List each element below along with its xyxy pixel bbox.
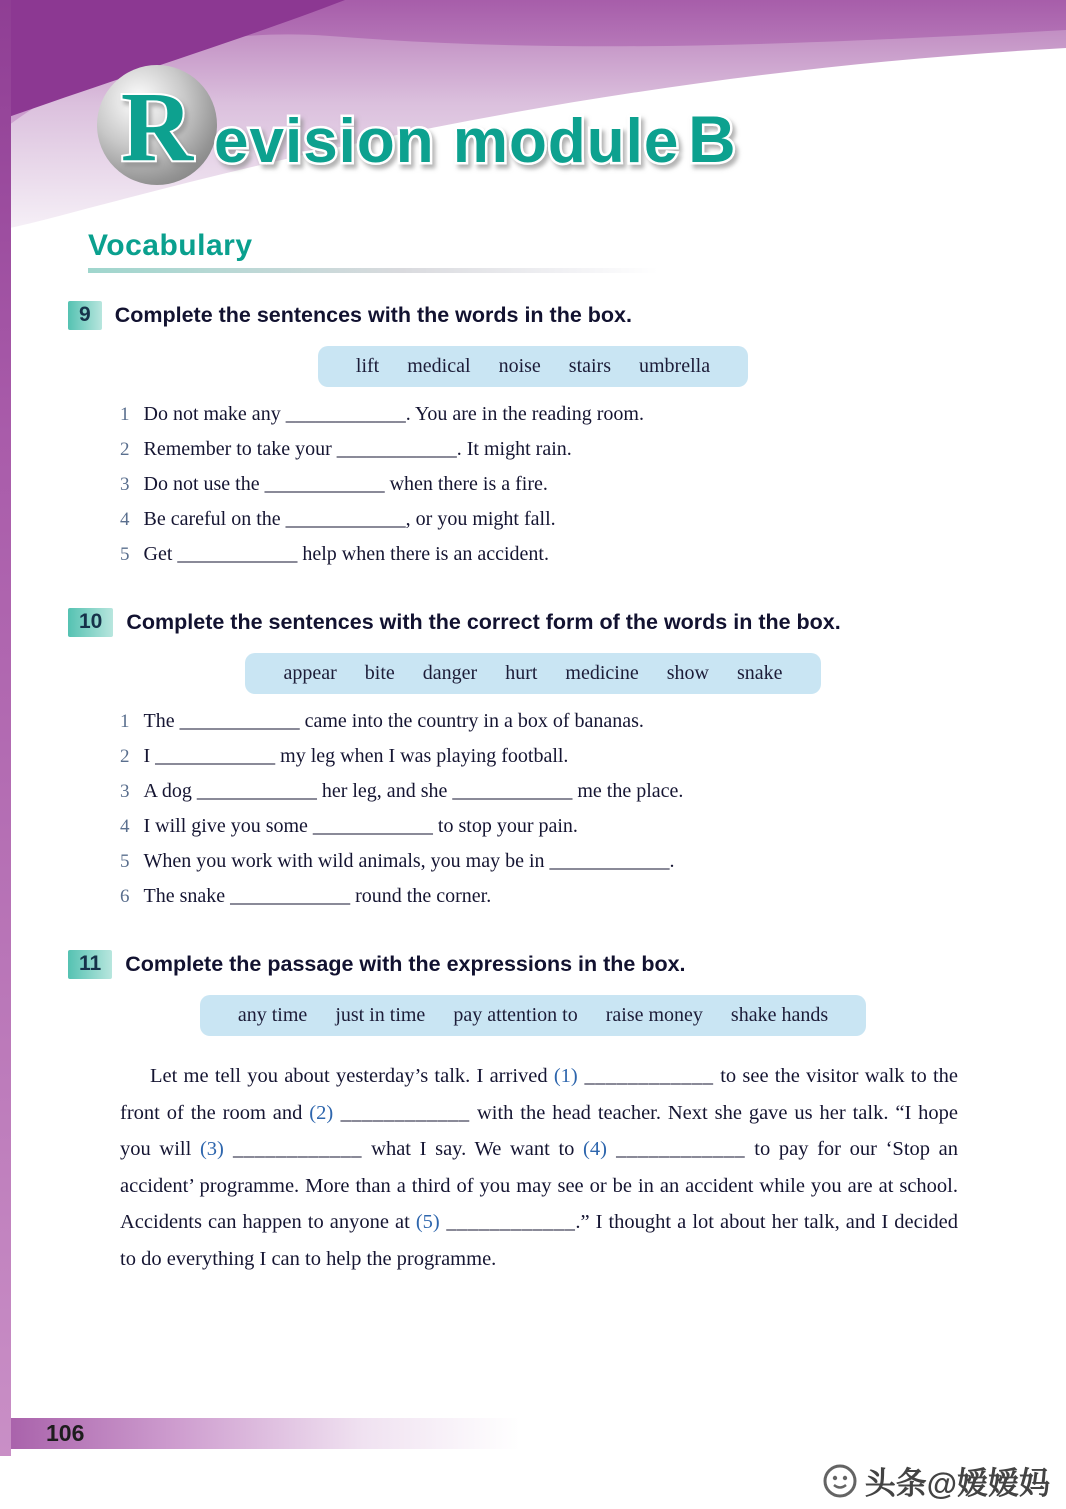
word-box-word: medicine	[565, 662, 639, 684]
word-box	[318, 346, 748, 387]
watermark	[822, 1458, 1050, 1503]
title-initial: R	[120, 71, 194, 182]
exercise-title: Complete the passage with the expressions in the box.	[125, 952, 686, 976]
exercise-number-badge: 11	[68, 950, 112, 979]
page-number: 106	[46, 1420, 85, 1446]
page-title-letter: B	[688, 102, 736, 176]
blank-number: (1)	[553, 1065, 578, 1087]
sentence-text: Get ____________ help when there is an accident.	[143, 543, 549, 565]
exercise-sentence	[120, 879, 1066, 914]
word-box-word: pay attention to	[453, 1004, 578, 1026]
exercise-sentence	[120, 704, 1066, 739]
word-box-word: medical	[407, 355, 471, 377]
word-box-word: hurt	[505, 662, 538, 684]
passage-text: to see the visitor walk to the front of the room and	[120, 1065, 958, 1124]
sentence-text: I will give you some ____________ to stop your pain.	[143, 815, 578, 837]
exercise-sentence	[120, 397, 1066, 432]
passage-text: .” I thought a lot about her talk, and I decided to do everything I can to help the programme.	[120, 1211, 959, 1270]
exercise-11	[0, 950, 1066, 1277]
passage-text: Let me tell you about yesterday’s talk. I arrived	[150, 1065, 554, 1087]
passage-text: what I say. We want to	[371, 1138, 584, 1160]
sentence-number: 4	[120, 509, 130, 530]
exercise-sentence	[120, 502, 1066, 537]
word-box-word: bite	[364, 662, 395, 684]
sentence-number: 3	[120, 781, 130, 802]
exercise-number-badge: 9	[68, 301, 102, 330]
blank-line: ____________	[333, 1101, 477, 1124]
word-box-word: shake hands	[730, 1004, 829, 1026]
exercise-title: Complete the sentences with the correct form of the words in the box.	[126, 610, 841, 634]
word-box-word: umbrella	[639, 355, 711, 377]
footer-bar	[0, 1418, 520, 1449]
section-underline	[88, 268, 658, 273]
blank-number: (4)	[583, 1138, 607, 1160]
sentence-text: Remember to take your ____________. It might rain.	[143, 438, 572, 460]
word-box-word: raise money	[605, 1004, 703, 1026]
sentence-number: 2	[120, 439, 130, 460]
exercise-sentence	[120, 739, 1066, 774]
blank-number: (5)	[415, 1211, 440, 1233]
sentence-text: Do not use the ____________ when there is a fire.	[143, 473, 548, 495]
sentence-number: 3	[120, 474, 130, 495]
sentence-text: A dog ____________ her leg, and she ____________ me the place.	[143, 780, 684, 802]
sentence-number: 1	[120, 404, 130, 425]
exercise-title: Complete the sentences with the words in the box.	[114, 303, 632, 327]
exercise-sentence	[120, 467, 1066, 502]
exercise-number-badge: 10	[68, 608, 113, 637]
watermark-logo-icon	[822, 1463, 858, 1499]
word-box-word: any time	[237, 1004, 308, 1026]
blank-number: (3)	[199, 1138, 224, 1160]
sentence-text: I ____________ my leg when I was playing football.	[143, 745, 569, 767]
sentence-text: The snake ____________ round the corner.	[143, 885, 492, 907]
blank-line: ____________	[223, 1138, 372, 1160]
passage-text: to pay for our ‘Stop an accident’ programme. More than a third of you may see or be in an accident while you are at school. Accidents can happen to anyone at	[120, 1138, 959, 1233]
word-box-word: snake	[736, 662, 783, 684]
sentence-text: Be careful on the ____________, or you might fall.	[143, 508, 556, 530]
passage	[120, 1058, 958, 1277]
word-box-word: noise	[498, 355, 541, 377]
word-box	[245, 653, 820, 694]
blank-line: ____________	[577, 1065, 721, 1087]
page-title: evision module	[214, 107, 680, 176]
sentence-number: 5	[120, 851, 130, 872]
word-box-word: danger	[422, 662, 478, 684]
sentence-number: 2	[120, 746, 130, 767]
word-box-word: appear	[283, 662, 337, 684]
sentence-number: 1	[120, 711, 130, 732]
blank-line: ____________	[606, 1138, 755, 1160]
word-box-word: stairs	[568, 355, 611, 377]
word-box-word: just in time	[335, 1004, 426, 1026]
sentence-number: 6	[120, 886, 130, 907]
exercise-sentence	[120, 809, 1066, 844]
exercise-sentence	[120, 774, 1066, 809]
word-box	[200, 995, 866, 1036]
exercise-sentence	[120, 844, 1066, 879]
exercise-9	[0, 301, 1066, 572]
blank-number: (2)	[309, 1101, 334, 1124]
exercise-sentence	[120, 432, 1066, 467]
exercise-sentence	[120, 537, 1066, 572]
sentence-text: When you work with wild animals, you may be in ____________.	[143, 850, 675, 872]
blank-line: ____________	[439, 1211, 576, 1233]
sentence-text: The ____________ came into the country in a box of bananas.	[143, 710, 644, 732]
sentence-list	[120, 397, 1066, 572]
left-border-strip	[0, 0, 11, 1456]
sentence-list	[120, 704, 1066, 914]
exercise-10	[0, 608, 1066, 914]
watermark-text: 头条@嫒嫒妈	[864, 1466, 1050, 1501]
sentence-number: 5	[120, 544, 130, 565]
sentence-number: 4	[120, 816, 130, 837]
header-banner	[0, 0, 1066, 235]
word-box-word: show	[666, 662, 709, 684]
word-box-word: lift	[355, 355, 380, 377]
passage-text: with the head teacher. Next she gave us her talk. “I hope you will	[120, 1101, 959, 1160]
sentence-text: Do not make any ____________. You are in the reading room.	[143, 403, 644, 425]
section-heading: Vocabulary	[88, 229, 253, 262]
